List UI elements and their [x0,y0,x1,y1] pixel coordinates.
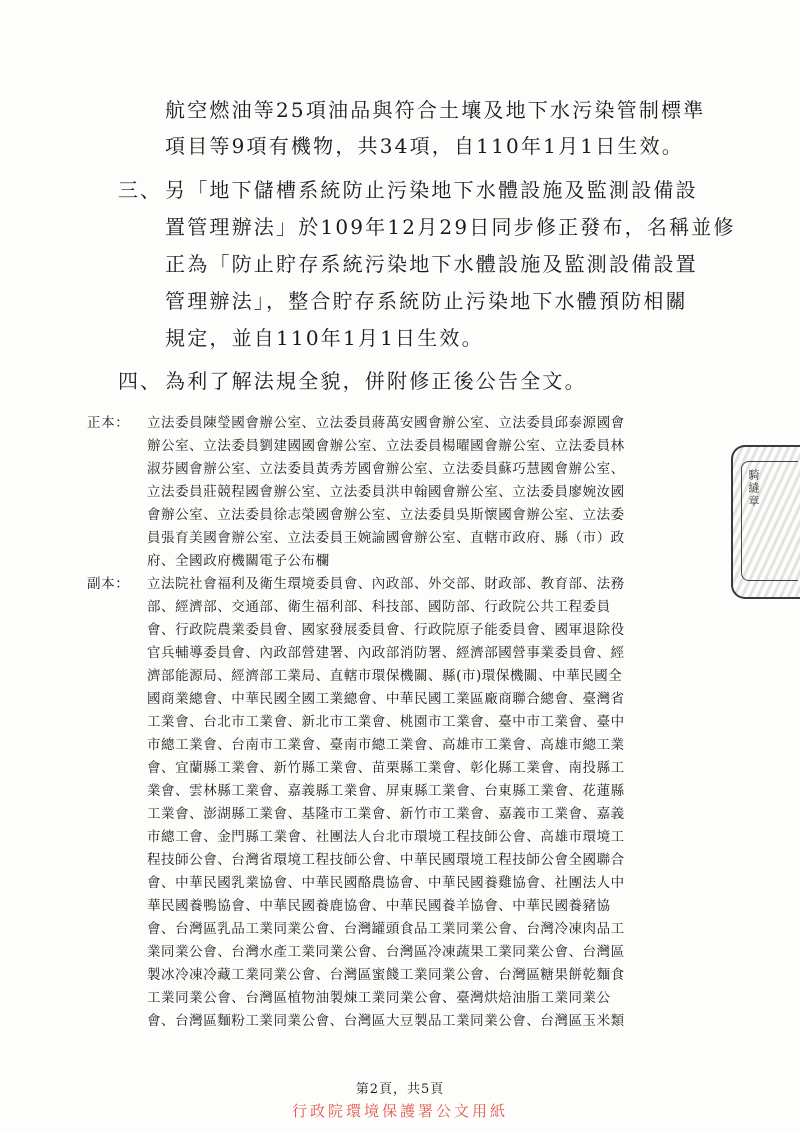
distribution-copy-label: 副本： [87,576,130,592]
distribution-copy-line: 市總工會、金門縣工業會、社團法人台北市環境工程技師公會、高雄市環境工 [147,829,625,845]
body-line: 正為「防止貯存系統污染地下水體設施及監測設備設置 [165,252,698,276]
body-line: 管理辦法」，整合貯存系統防止污染地下水體預防相關 [165,289,688,313]
distribution-copy-line: 工業會、台北市工業會、新北市工業會、桃園市工業會、臺中市工業會、臺中 [147,714,625,730]
distribution-main-line: 員張育美國會辦公室、立法委員王婉諭國會辦公室、直轄市政府、縣（市）政 [147,530,625,546]
distribution-copy-line: 官兵輔導委員會、內政部營建署、內政部消防署、經濟部國營事業委員會、經 [147,645,625,661]
distribution-main-line: 立法委員陳瑩國會辦公室、立法委員蔣萬安國會辦公室、立法委員邱泰源國會 [147,415,625,431]
distribution-copy-line: 立法院社會福利及衛生環境委員會、內政部、外交部、財政部、教育部、法務 [147,576,625,592]
distribution-copy-line: 工業會、澎湖縣工業會、基隆市工業會、新竹市工業會、嘉義市工業會、嘉義 [147,806,625,822]
distribution-copy-line: 業同業公會、台灣水產工業同業公會、台灣區冷凍蔬果工業同業公會、台灣區 [147,944,625,960]
distribution-copy-line: 業會、雲林縣工業會、嘉義縣工業會、屏東縣工業會、台東縣工業會、花蓮縣 [147,783,625,799]
distribution-copy-line: 會、行政院農業委員會、國家發展委員會、行政院原子能委員會、國軍退除役 [147,622,625,638]
body-line: 置管理辦法」於109年12月29日同步修正發布，名稱並修 [165,215,736,239]
distribution-main-line: 辦公室、立法委員劉建國國會辦公室、立法委員楊曜國會辦公室、立法委員林 [147,438,625,454]
distribution-main-line: 會辦公室、立法委員徐志榮國會辦公室、立法委員吳斯懷國會辦公室、立法委 [147,507,625,523]
distribution-copy-line: 濟部能源局、經濟部工業局、直轄市環保機關、縣(市)環保機關、中華民國全 [147,668,623,684]
distribution-main-line: 立法委員莊競程國會辦公室、立法委員洪申翰國會辦公室、立法委員廖婉汝國 [147,484,625,500]
body-line: 航空燃油等25項油品與符合土壤及地下水污染管制標準 [165,98,706,122]
distribution-main-line: 淑芬國會辦公室、立法委員黃秀芳國會辦公室、立法委員蘇巧慧國會辦公室、 [147,461,625,477]
distribution-copy-line: 程技師公會、台灣省環境工程技師公會、中華民國環境工程技師公會全國聯合 [147,852,625,868]
distribution-copy-line: 會、中華民國乳業協會、中華民國酪農協會、中華民國養雞協會、社團法人中 [147,875,625,891]
body-line: 為利了解法規全貌，併附修正後公告全文。 [165,369,587,393]
seal-stamp [731,445,800,599]
distribution-copy-line: 市總工業會、台南市工業會、臺南市總工業會、高雄市工業會、高雄市總工業 [147,737,625,753]
body-line: 項目等9項有機物，共34項，自110年1月1日生效。 [165,134,684,158]
official-paper-label: 行政院環境保護署公文用紙 [291,1102,508,1120]
body-line: 另「地下儲槽系統防止污染地下水體設施及監測設備設 [165,178,698,202]
seal-text: 騎縫章 [747,469,760,508]
page-number: 第2頁，共5頁 [355,1082,445,1097]
distribution-copy-line: 部、經濟部、交通部、衛生福利部、科技部、國防部、行政院公共工程委員 [147,599,611,615]
distribution-main-line: 府、全國政府機關電子公布欄 [147,553,330,569]
distribution-copy-line: 國商業總會、中華民國全國工業總會、中華民國工業區廠商聯合總會、臺灣省 [147,691,625,707]
distribution-copy-line: 華民國養鴨協會、中華民國養鹿協會、中華民國養羊協會、中華民國養豬協 [147,898,611,914]
distribution-main-label: 正本： [87,415,130,431]
item-marker-4: 四、 [118,369,162,393]
distribution-copy-line: 會、台灣區乳品工業同業公會、台灣罐頭食品工業同業公會、台灣冷凍肉品工 [147,921,625,937]
distribution-copy-line: 會、宜蘭縣工業會、新竹縣工業會、苗栗縣工業會、彰化縣工業會、南投縣工 [147,760,625,776]
distribution-copy-line: 工業同業公會、台灣區植物油製煉工業同業公會、臺灣烘焙油脂工業同業公 [147,990,611,1006]
item-marker-3: 三、 [118,178,162,202]
body-line: 規定，並自110年1月1日生效。 [165,326,484,350]
distribution-copy-line: 會、台灣區麵粉工業同業公會、台灣區大豆製品工業同業公會、台灣區玉米類 [147,1013,625,1029]
distribution-copy-line: 製冰冷凍冷藏工業同業公會、台灣區蜜餞工業同業公會、台灣區糖果餅乾麵食 [147,967,625,983]
